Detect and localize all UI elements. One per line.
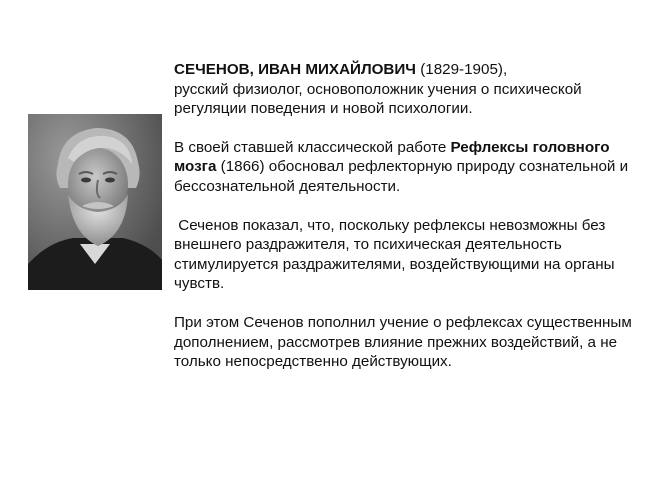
heading-paragraph xyxy=(174,60,644,119)
heading-description: русский физиолог, основоположник учения о психической регуляции поведения и новой психологии. xyxy=(174,80,582,118)
portrait-illustration xyxy=(28,114,162,290)
work-before: В своей ставшей классической работе xyxy=(174,138,451,156)
slide-text xyxy=(174,60,644,372)
portrait-photo xyxy=(28,114,162,290)
work-title: Рефлексы головного мозга xyxy=(174,138,610,176)
work-paragraph xyxy=(174,138,644,197)
addition-paragraph: При этом Сеченов пополнил учение о рефлексах существенным дополнением, рассмотрев влияние прежних воздействий, а не только непосредственно действующих. xyxy=(174,313,632,371)
heading-name: СЕЧЕНОВ, ИВАН МИХАЙЛОВИЧ xyxy=(174,61,416,78)
heading-years: (1829-1905), xyxy=(415,61,508,78)
work-after: (1866) обосновал рефлекторную природу сознательной и бессознательной деятельности. xyxy=(174,158,629,195)
reflex-paragraph: Сеченов показал, что, поскольку рефлексы невозможны без внешнего раздражителя, то психическая деятельность стимулируется раздражителями, воздействующими на органы чувств. xyxy=(174,216,619,293)
